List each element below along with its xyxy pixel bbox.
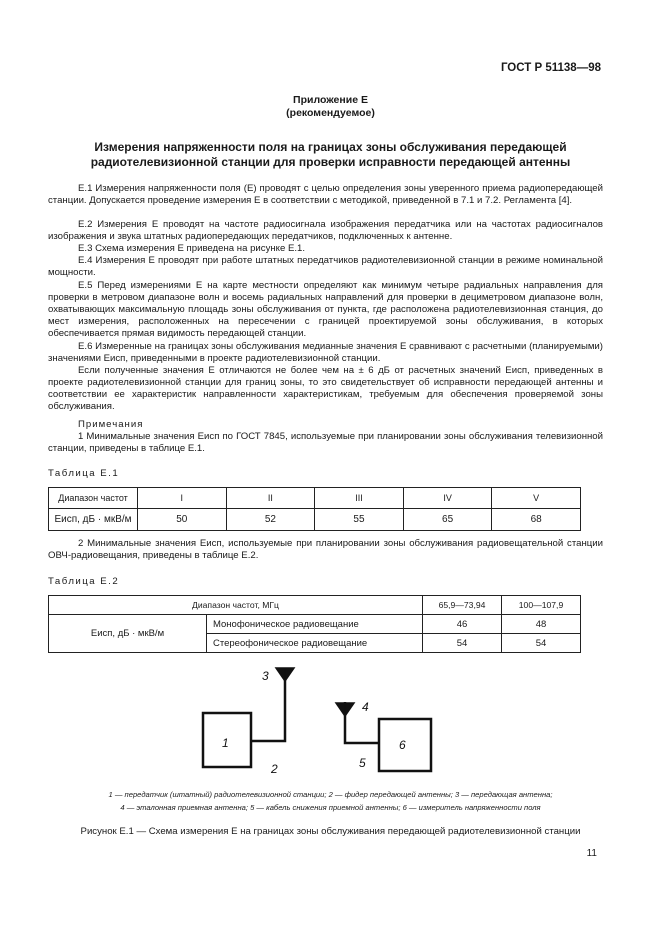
paragraph-e2: Е.2 Измерения E проводят на частоте радиосигнала изображения передатчика или на частотах радиосигналов изображения и звука штатных радиопередающих передатчиков, подключенных к антенне. bbox=[48, 219, 603, 242]
figure-legend-line-2: 4 — эталонная приемная антенна; 5 — кабель снижения приемной антенны; 6 — измеритель напряженности поля bbox=[120, 803, 541, 812]
figure-caption: Рисунок Е.1 — Схема измерения E на границах зоны обслуживания передающей радиотелевизионной станции bbox=[80, 826, 581, 837]
band-cell: III bbox=[315, 488, 404, 509]
table-1-header-cell: Диапазон частот bbox=[49, 488, 138, 509]
mode-cell: Монофоническое радиовещание bbox=[207, 615, 423, 634]
appendix-status: (рекомендуемое) bbox=[286, 107, 375, 119]
figure-legend bbox=[0, 788, 661, 814]
diagram-label-3: 3 bbox=[262, 669, 269, 683]
notes-heading: Примечания bbox=[78, 419, 144, 430]
diagram-label-6: 6 bbox=[399, 738, 406, 752]
value-cell: 54 bbox=[502, 634, 581, 653]
band-cell: II bbox=[226, 488, 315, 509]
transmitter-feeder bbox=[251, 674, 285, 741]
figure-legend-line-1: 1 — передатчик (штатный) радиотелевизионной станции; 2 — фидер передающей антенны; 3 — передающая антенна; bbox=[108, 790, 553, 799]
mode-cell: Стереофоническое радиовещание bbox=[207, 634, 423, 653]
value-cell: 50 bbox=[138, 509, 227, 531]
paragraph-e6-cont: Если полученные значения E отличаются не более чем на ± 6 дБ от расчетных значений Eисп, приведенных в проекте радиотелевизионной станции для границ зоны, то это свидетельствует об исправности передающей антенны и соответствии ее характеристик направленности характеристикам, требуемым для обеспечения проверяемой зоны обслуживания. bbox=[48, 365, 603, 412]
diagram-label-1: 1 bbox=[222, 736, 229, 750]
range-cell: 100—107,9 bbox=[502, 596, 581, 615]
diagram-label-2: 2 bbox=[271, 762, 278, 776]
band-cell: V bbox=[492, 488, 581, 509]
section-title-line-1: Измерения напряженности поля на границах зоны обслуживания передающей bbox=[94, 140, 567, 154]
value-cell: 68 bbox=[492, 509, 581, 531]
table-2-label: Таблица Е.2 bbox=[48, 576, 120, 587]
value-cell: 65 bbox=[403, 509, 492, 531]
paragraph-e4: Е.4 Измерения E проводят при работе штатных передатчиков радиотелевизионной станции в режиме номинальной мощности. bbox=[48, 255, 603, 278]
table-2-value-label: Eисп, дБ · мкВ/м bbox=[49, 615, 207, 653]
page-number: 11 bbox=[586, 848, 597, 859]
value-cell: 52 bbox=[226, 509, 315, 531]
band-cell: IV bbox=[403, 488, 492, 509]
value-cell: 54 bbox=[423, 634, 502, 653]
section-title-line-2: радиотелевизионной станции для проверки исправности передающей антенны bbox=[90, 155, 571, 169]
note-2: 2 Минимальные значения Eисп, используемые при планировании зоны обслуживания радиовещательной станции ОВЧ-радиовещания, приведены в таблице Е.2. bbox=[48, 538, 603, 561]
paragraph-e3: Е.3 Схема измерения E приведена на рисунке Е.1. bbox=[78, 243, 306, 254]
value-cell: 48 bbox=[502, 615, 581, 634]
band-cell: I bbox=[138, 488, 227, 509]
diagram-label-5: 5 bbox=[359, 756, 366, 770]
paragraph-e5: Е.5 Перед измерениями E на карте местности определяют как минимум четыре радиальных направления для проверки в метровом диапазоне волн и восемь радиальных направлений для проверки в дециметровом диапазоне волн, охватывающих максимальную площадь зоны обслуживания от пункта, где расположена радиотелевизионная станция, до мест измерения, расположенных на пересечении с границей проектируемой зоны обслуживания, в которых обеспечивается прямая видимость передающей станции. bbox=[48, 280, 603, 339]
range-cell: 65,9—73,94 bbox=[423, 596, 502, 615]
appendix-title: Приложение Е bbox=[293, 94, 368, 106]
document-id: ГОСТ Р 51138—98 bbox=[500, 62, 601, 74]
table-1-value-label: Eисп, дБ · мкВ/м bbox=[49, 509, 138, 531]
value-cell: 55 bbox=[315, 509, 404, 531]
table-2-header-cell: Диапазон частот, МГц bbox=[49, 596, 423, 615]
diagram-label-4: 4 bbox=[362, 700, 369, 714]
table-1-label: Таблица Е.1 bbox=[48, 468, 120, 479]
value-cell: 46 bbox=[423, 615, 502, 634]
note-1: 1 Минимальные значения Eисп по ГОСТ 7845, используемые при планировании зоны обслуживания телевизионной станции, приведены в таблице Е.1. bbox=[48, 431, 603, 454]
paragraph-e6: Е.6 Измеренные на границах зоны обслуживания медианные значения E сравнивают с расчетными (планируемыми) значениями Eисп, приведенными в проекте радиотелевизионной станции. bbox=[48, 341, 603, 364]
paragraph-e1: Е.1 Измерения напряженности поля (E) проводят с целью определения зоны уверенного приема радиопередающей станции. Допускается проведение измерения E в соответствии с методикой, приведенной в 7.1 и 7.2. Регламента [4]. bbox=[48, 183, 603, 206]
